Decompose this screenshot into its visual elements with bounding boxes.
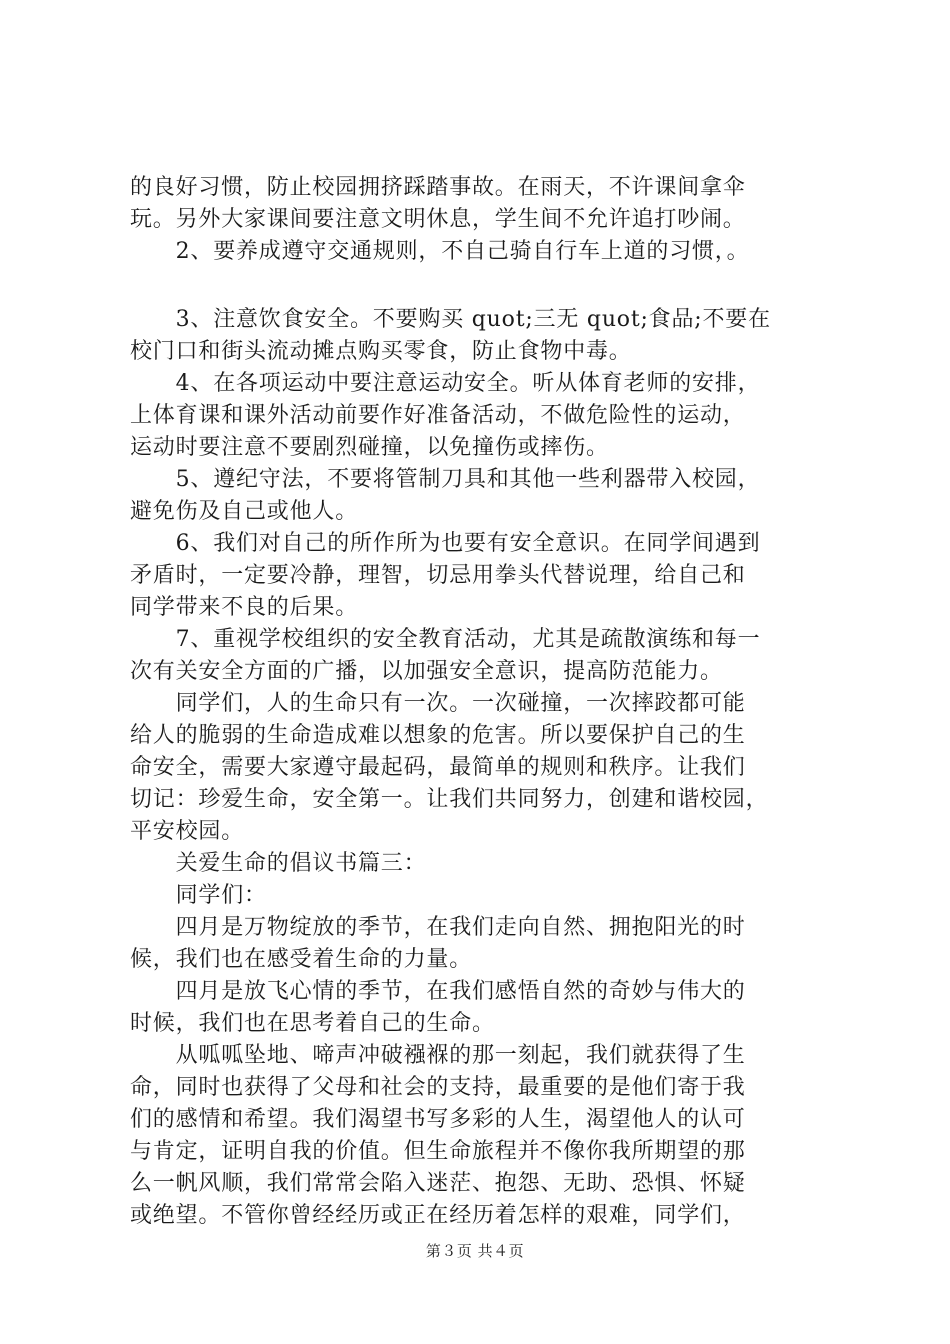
text-line: 玩。另外大家课间要注意文明休息，学生间不允许追打吵闹。 [130,207,746,232]
text-line: 四月是万物绽放的季节，在我们走向自然、拥抱阳光的时 [130,915,746,940]
text-line: 5、遵纪守法，不要将管制刀具和其他一些利器带入校园， [130,467,761,492]
text-line: 7、重视学校组织的安全教育活动，尤其是疏散演练和每一 [130,627,761,652]
text-line: 的良好习惯，防止校园拥挤踩踏事故。在雨天，不许课间拿伞 [130,175,746,200]
text-line: 6、我们对自己的所作所为也要有安全意识。在同学间遇到 [130,531,761,556]
blank-line [130,268,830,304]
text-line: 上体育课和课外活动前要作好准备活动，不做危险性的运动， [130,403,746,428]
text-line: 命安全，需要大家遵守最起码，最简单的规则和秩序。让我们 [130,755,746,780]
document-body [130,172,830,1232]
text-line: 2、要养成遵守交通规则，不自己骑自行车上道的习惯，。 [130,239,750,264]
text-line: 切记：珍爱生命，安全第一。让我们共同努力，创建和谐校园， [130,787,769,812]
text-line: 3、注意饮食安全。不要购买 quot;三无 quot;食品;不要在 [130,307,771,332]
text-line: 命，同时也获得了父母和社会的支持，最重要的是他们寄于我 [130,1075,746,1100]
text-line: 同学们，人的生命只有一次。一次碰撞，一次摔跤都可能 [130,691,746,716]
text-line: 次有关安全方面的广播，以加强安全意识，提高防范能力。 [130,659,723,684]
text-line: 校门口和街头流动摊点购买零食，防止食物中毒。 [130,339,632,364]
page-footer: 第３页 共４页 [425,1242,525,1260]
text-line: 4、在各项运动中要注意运动安全。听从体育老师的安排， [130,371,761,396]
text-line: 时候，我们也在思考着自己的生命。 [130,1011,495,1036]
text-line: 们的感情和希望。我们渴望书写多彩的人生，渴望他人的认可 [130,1107,746,1132]
text-line: 同学们： [130,883,267,908]
text-line: 避免伤及自己或他人。 [130,499,359,524]
text-line: 与肯定，证明自我的价值。但生命旅程并不像你我所期望的那 [130,1139,746,1164]
text-line: 从呱呱坠地、啼声冲破襁褓的那一刻起，我们就获得了生 [130,1043,746,1068]
text-line: 或绝望。不管你曾经经历或正在经历着怎样的艰难，同学们， [130,1203,746,1228]
text-line: 同学带来不良的后果。 [130,595,359,620]
text-line: 四月是放飞心情的季节，在我们感悟自然的奇妙与伟大的 [130,979,746,1004]
text-line: 平安校园。 [130,819,245,844]
text-line: 候，我们也在感受着生命的力量。 [130,947,473,972]
text-line: 关爱生命的倡议书篇三： [130,851,427,876]
text-line: 运动时要注意不要剧烈碰撞，以免撞伤或摔伤。 [130,435,609,460]
text-line: 矛盾时，一定要冷静，理智，切忌用拳头代替说理，给自己和 [130,563,746,588]
text-line: 给人的脆弱的生命造成难以想象的危害。所以要保护自己的生 [130,723,746,748]
text-line: 么一帆风顺，我们常常会陷入迷茫、抱怨、无助、恐惧、怀疑 [130,1171,746,1196]
